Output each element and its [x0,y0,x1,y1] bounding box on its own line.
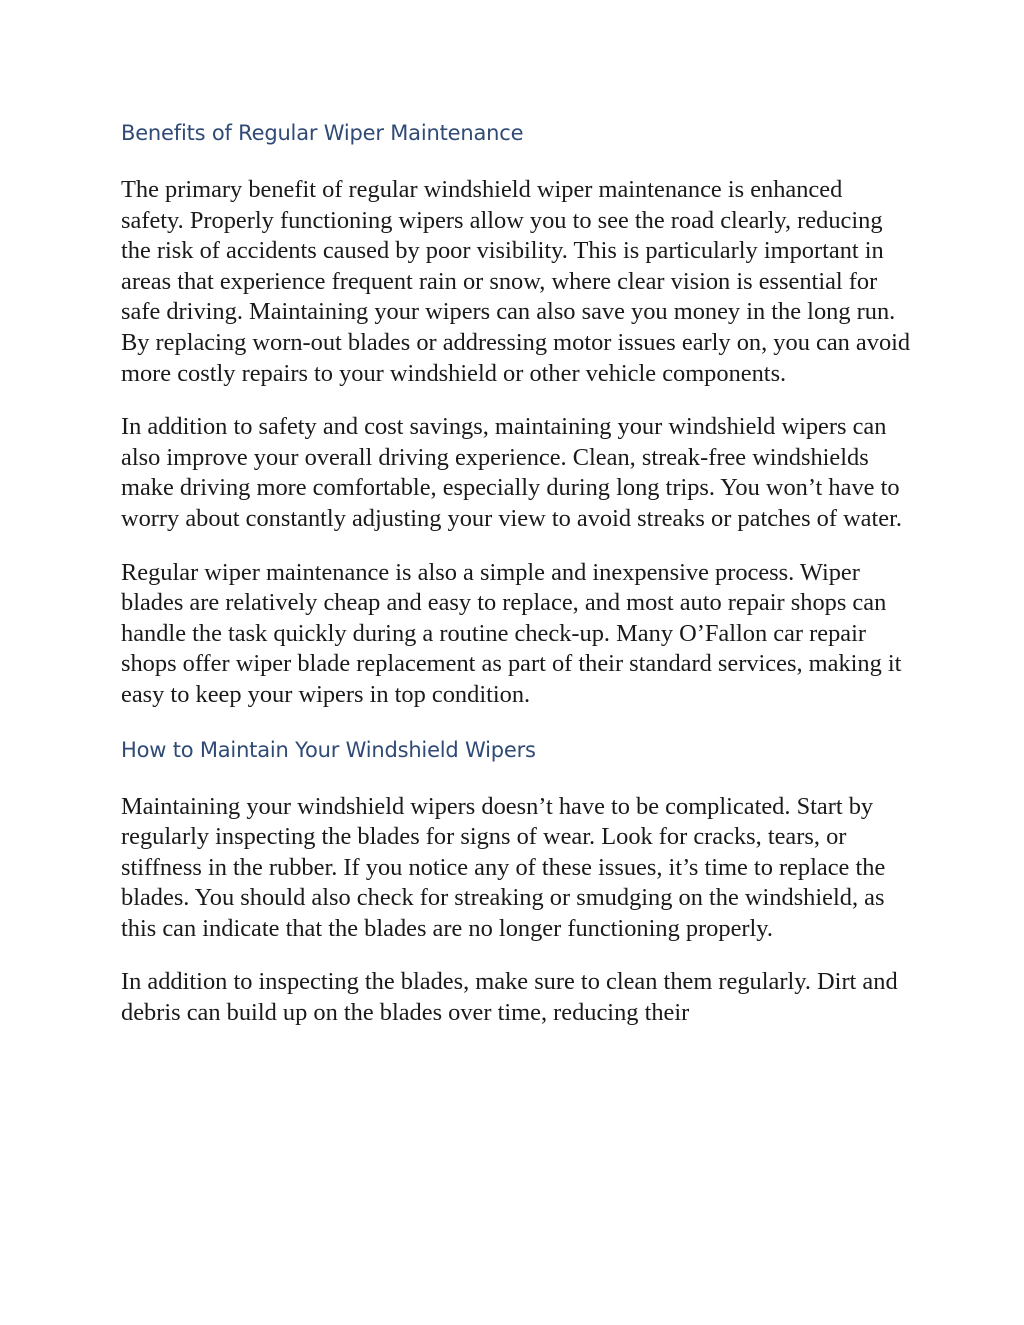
paragraph-inexpensive: Regular wiper maintenance is also a simple and inexpensive process. Wiper blades are relatively cheap and easy to replace, and most auto repair shops can handle the task quickly during a routine check-up. Many O’Fallon car repair shops offer wiper blade replacement as part of their standard services, making it easy to keep your wipers in top condition. [121,558,902,708]
paragraph-inspecting: Maintaining your windshield wipers doesn’t have to be complicated. Start by regularly inspecting the blades for signs of wear. Look for cracks, tears, or stiffness in the rubber. If you notice any of these issues, it’s time to replace the blades. You should also check for streaking or smudging on the windshield, as this can indicate that the blades are no longer functioning properly. [121,792,886,942]
paragraph-safety: The primary benefit of regular windshield wiper maintenance is enhanced safety. Properly functioning wipers allow you to see the road clearly, reducing the risk of accidents caused by poor visibility. This is particularly important in areas that experience frequent rain or snow, where clear vision is essential for safe driving. Maintaining your wipers can also save you money in the long run. By replacing worn-out blades or addressing motor issues early on, you can avoid more costly repairs to your windshield or other vehicle components. [121,176,911,387]
section-heading-how-to-maintain: How to Maintain Your Windshield Wipers [121,737,536,762]
section-heading-benefits: Benefits of Regular Wiper Maintenance [121,121,524,145]
paragraph-cleaning: In addition to inspecting the blades, make sure to clean them regularly. Dirt and debris can build up on the blades over time, reducing their [121,968,898,1027]
document-content [121,117,911,1052]
paragraph-experience: In addition to safety and cost savings, maintaining your windshield wipers can also improve your overall driving experience. Clean, streak-free windshields make driving more comfortable, especially during long trips. You won’t have to worry about constantly adjusting your view to avoid streaks or patches of water. [121,413,902,532]
